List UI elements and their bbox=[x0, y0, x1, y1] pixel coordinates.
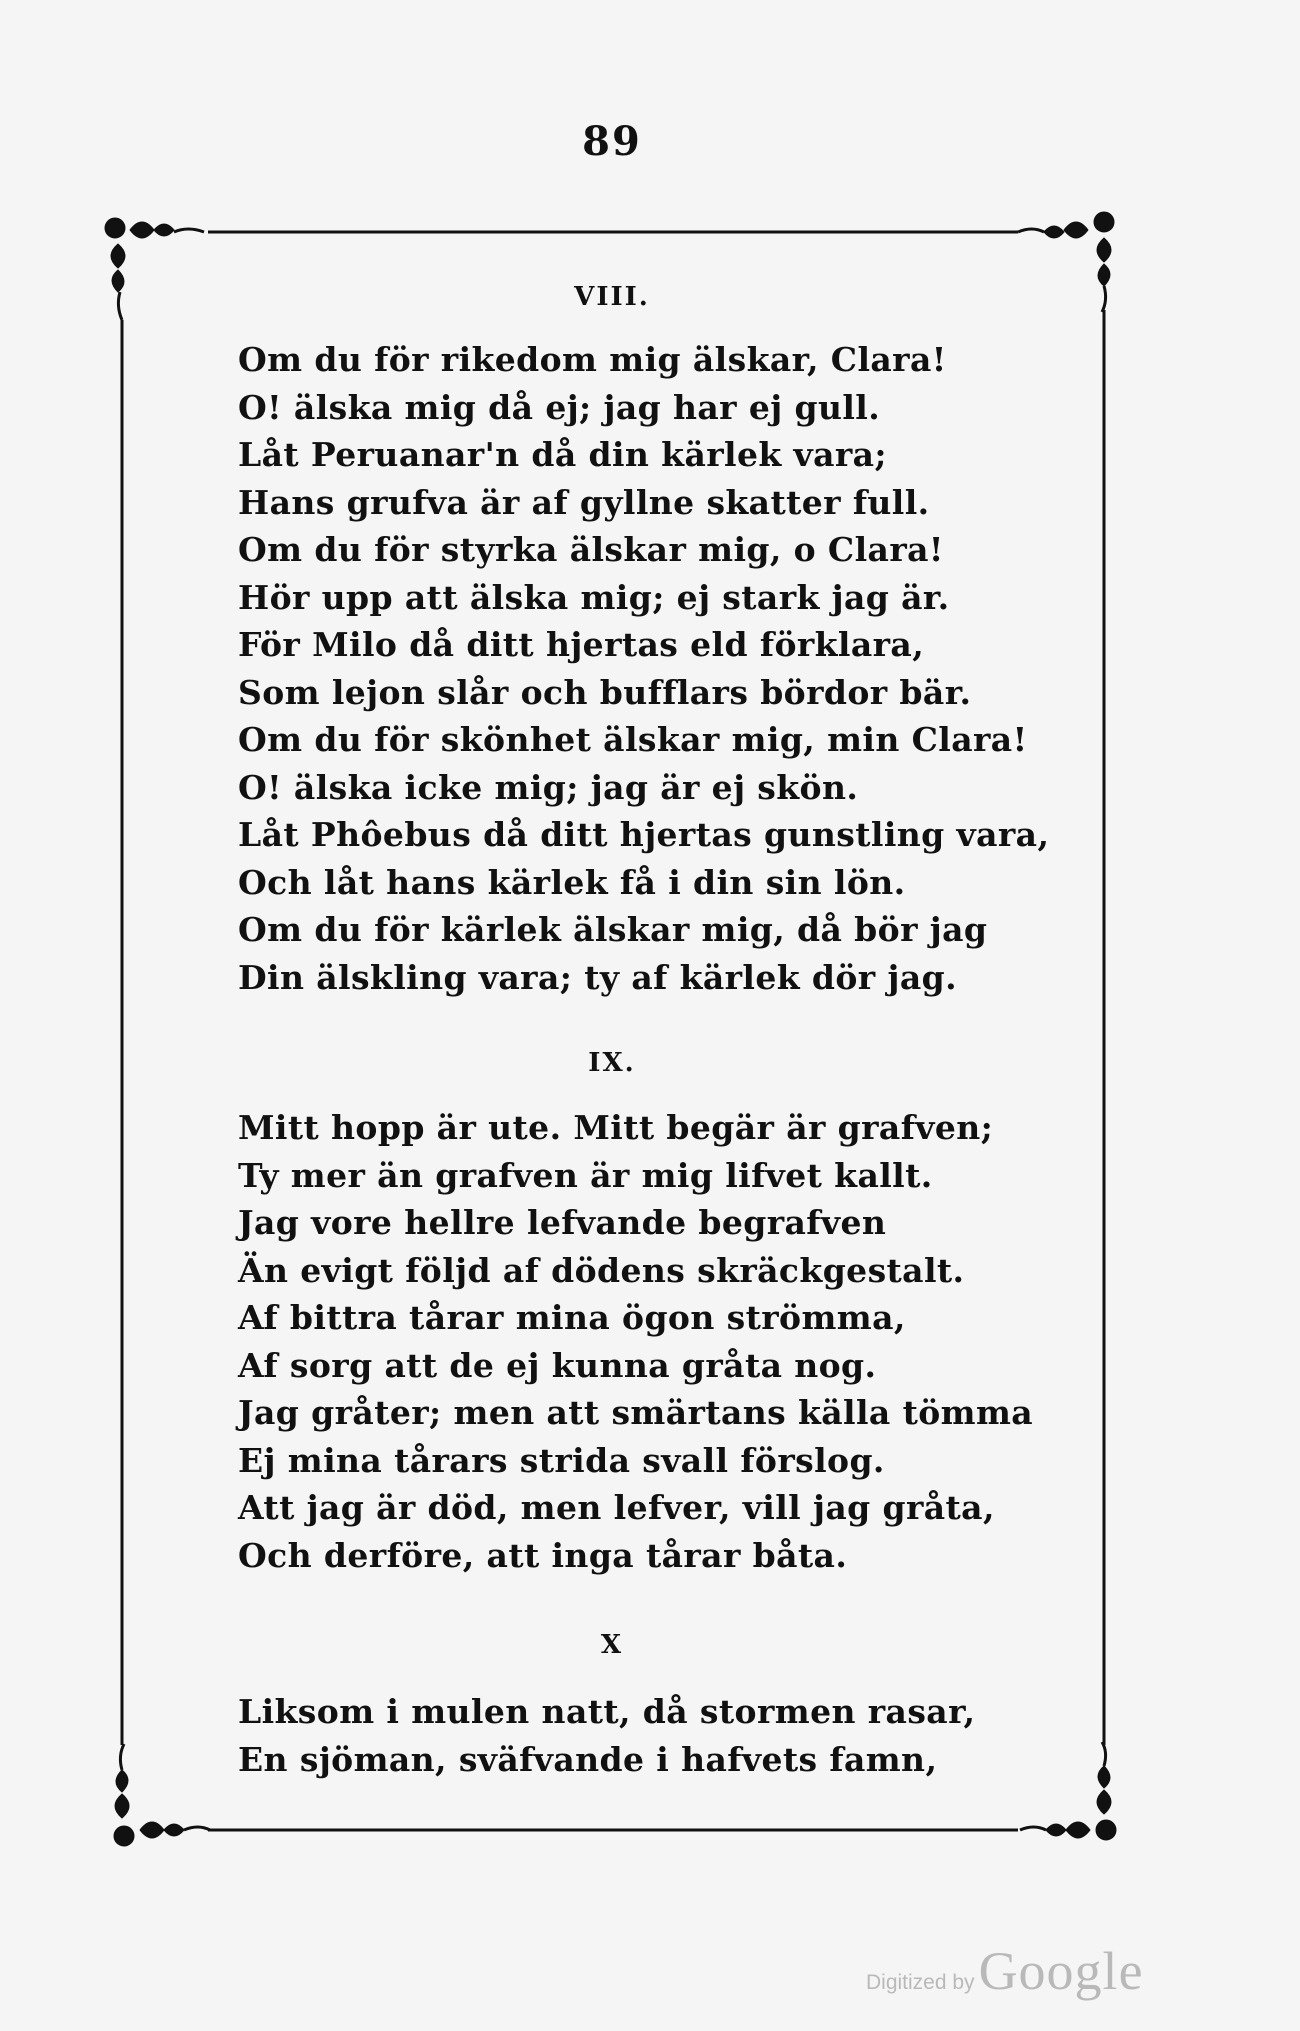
verse-line: Hans grufva är af gyllne skatter full. bbox=[238, 482, 930, 522]
section-heading: IX. bbox=[588, 1048, 636, 1078]
stanza bbox=[238, 1104, 1033, 1579]
verse-line: O! älska mig då ej; jag har ej gull. bbox=[238, 387, 881, 427]
verse-line: Låt Peruanar'n då din kärlek vara; bbox=[238, 435, 888, 474]
verse-line: Om du för skönhet älskar mig, min Clara! bbox=[238, 720, 1028, 759]
verse-line: Än evigt följd af dödens skräckgestalt. bbox=[238, 1250, 965, 1290]
verse-line: För Milo då ditt hjertas eld förklara, bbox=[238, 625, 925, 664]
stanza bbox=[238, 1688, 975, 1783]
verse-line: O! älska icke mig; jag är ej skön. bbox=[238, 767, 859, 807]
verse-line: Jag vore hellre lefvande begrafven bbox=[238, 1203, 887, 1242]
digitized-by-watermark bbox=[866, 1940, 1144, 2000]
verse-line: Hör upp att älska mig; ej stark jag är. bbox=[238, 577, 950, 617]
verse-line: Om du för rikedom mig älskar, Clara! bbox=[238, 340, 947, 379]
verse-line: Af sorg att de ej kunna gråta nog. bbox=[238, 1345, 877, 1385]
verse-line: Din älskling vara; ty af kärlek dör jag. bbox=[238, 957, 957, 997]
stanza bbox=[238, 336, 1049, 1001]
watermark-prefix: Digitized by bbox=[866, 1971, 975, 1994]
verse-line: En sjöman, sväfvande i hafvets famn, bbox=[238, 1739, 938, 1779]
verse-line: Låt Phôebus då ditt hjertas gunstling vara, bbox=[238, 815, 1050, 854]
section-heading: VIII. bbox=[574, 282, 650, 312]
verse-line: Om du för styrka älskar mig, o Clara! bbox=[238, 530, 944, 569]
floral-corner-icon bbox=[114, 1744, 210, 1846]
verse-line: Liksom i mulen natt, då stormen rasar, bbox=[238, 1692, 976, 1731]
floral-corner-icon bbox=[1020, 1742, 1116, 1840]
verse-line: Ej mina tårars strida svall förslog. bbox=[238, 1440, 885, 1480]
verse-line: Af bittra tårar mina ögon strömma, bbox=[238, 1298, 906, 1337]
watermark-brand: Google bbox=[978, 1941, 1144, 2001]
verse-line: Och låt hans kärlek få i din sin lön. bbox=[238, 862, 906, 902]
verse-line: Om du för kärlek älskar mig, då bör jag bbox=[238, 910, 988, 949]
verse-line: Jag gråter; men att smärtans källa tömma bbox=[238, 1393, 1034, 1432]
page-number: 89 bbox=[582, 118, 642, 165]
verse-line: Att jag är död, men lefver, vill jag gråta, bbox=[238, 1488, 995, 1527]
verse-line: Och derföre, att inga tårar båta. bbox=[238, 1535, 848, 1575]
verse-line: Mitt hopp är ute. Mitt begär är grafven; bbox=[238, 1108, 994, 1147]
section-heading: X bbox=[600, 1630, 624, 1660]
verse-line: Ty mer än grafven är mig lifvet kallt. bbox=[238, 1155, 933, 1195]
verse-line: Som lejon slår och bufflars bördor bär. bbox=[238, 672, 972, 712]
